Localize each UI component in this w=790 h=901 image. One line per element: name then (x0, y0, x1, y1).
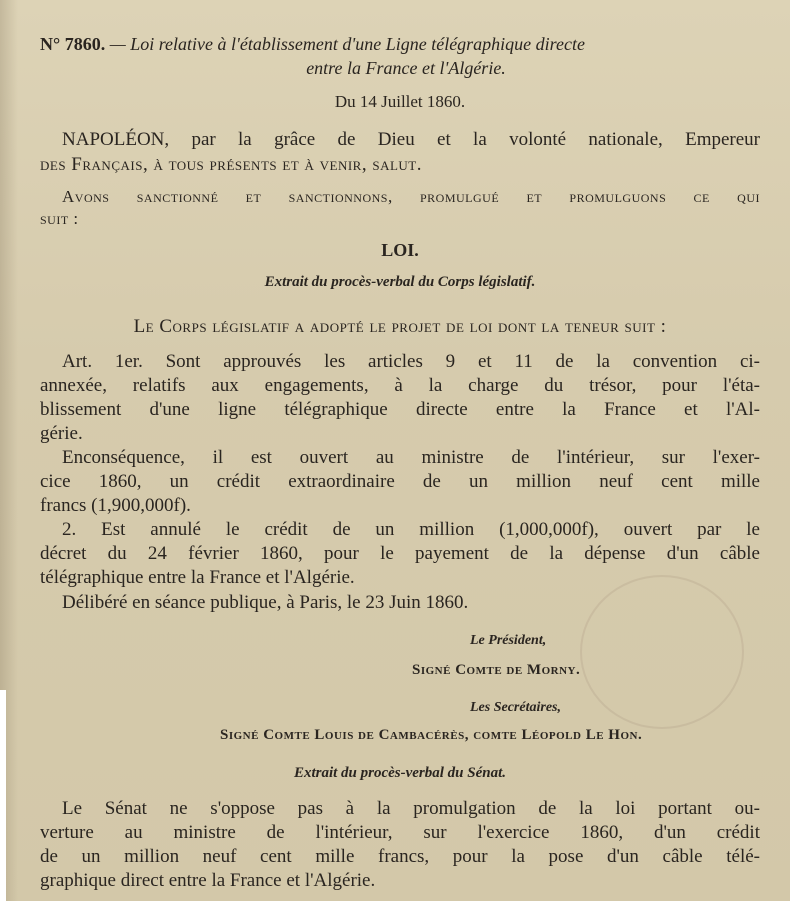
article1-line4: gérie. (40, 423, 83, 444)
corps-adopte-statement: Le Corps législatif a adopté le projet de loi dont la teneur suit : (133, 316, 667, 337)
article-1 (40, 350, 760, 446)
extract-senat: Extrait du procès-verbal du Sénat. (293, 765, 507, 781)
article1-line1: Art. 1er. Sont approuvés les articles 9 et 11 de la convention ci- (62, 351, 760, 372)
law-header (40, 32, 760, 80)
consequence-line2: cice 1860, un crédit extraordinaire de un million neuf cent mille (40, 471, 760, 492)
article2-line3: télégraphique entre la France et l'Algérie. (40, 567, 355, 588)
secretaries-title: Les Secrétaires, (470, 700, 561, 715)
scan-edge-strip (0, 690, 6, 901)
law-date: Du 14 Juillet 1860. (334, 92, 466, 111)
senat-line2: verture au ministre de l'intérieur, sur l'exercice 1860, d'un crédit (40, 822, 760, 843)
senat-line4: graphique direct entre la France et l'Algérie. (40, 870, 376, 891)
preamble (40, 127, 760, 177)
consequence-paragraph (40, 446, 760, 518)
president-signature: Signé Comte de Morny. (412, 662, 581, 678)
consequence-line1: Enconséquence, il est ouvert au ministre de l'intérieur, sur l'exer- (62, 447, 760, 468)
extract-corps-legislatif: Extrait du procès-verbal du Corps législatif. (264, 274, 536, 290)
preamble-line2: des Français, à tous présents et à venir, salut. (40, 154, 422, 175)
avons-line1: Avons sanctionné et sanctionnons, promulgué et promulguons ce qui (62, 187, 760, 206)
law-title-line2: entre la France et l'Algérie. (306, 58, 506, 78)
article-2 (40, 518, 760, 590)
loi-heading: LOI. (381, 240, 419, 260)
avons-line2: suit : (40, 209, 79, 228)
senat-line1: Le Sénat ne s'oppose pas à la promulgation de la loi portant ou- (62, 798, 760, 819)
article2-line1: 2. Est annulé le crédit de un million (1,000,000f), ouvert par le (62, 519, 760, 540)
law-title-line1: — Loi relative à l'établissement d'une Ligne télégraphique directe (109, 34, 585, 54)
article2-line2: décret du 24 février 1860, pour le payement de la dépense d'un câble (40, 543, 760, 564)
president-title: Le Président, (470, 633, 547, 648)
secretaries-signature: Signé Comte Louis de Cambacérès, comte Léopold Le Hon. (220, 727, 643, 743)
law-number: N° 7860. (40, 34, 106, 54)
preamble-line1: NAPOLÉON, par la grâce de Dieu et la volonté nationale, Empereur (62, 129, 760, 150)
promulgation-formula (40, 186, 760, 230)
article1-line3: blissement d'une ligne télégraphique directe entre la France et l'Al- (40, 399, 760, 420)
article1-line2: annexée, relatifs aux engagements, à la charge du trésor, pour l'éta- (40, 375, 760, 396)
deliberation-statement: Délibéré en séance publique, à Paris, le 23 Juin 1860. (62, 592, 469, 613)
consequence-line3: francs (1,900,000f). (40, 495, 191, 516)
senat-paragraph (40, 797, 760, 893)
senat-line3: de un million neuf cent mille francs, pour la pose d'un câble télé- (40, 846, 760, 867)
